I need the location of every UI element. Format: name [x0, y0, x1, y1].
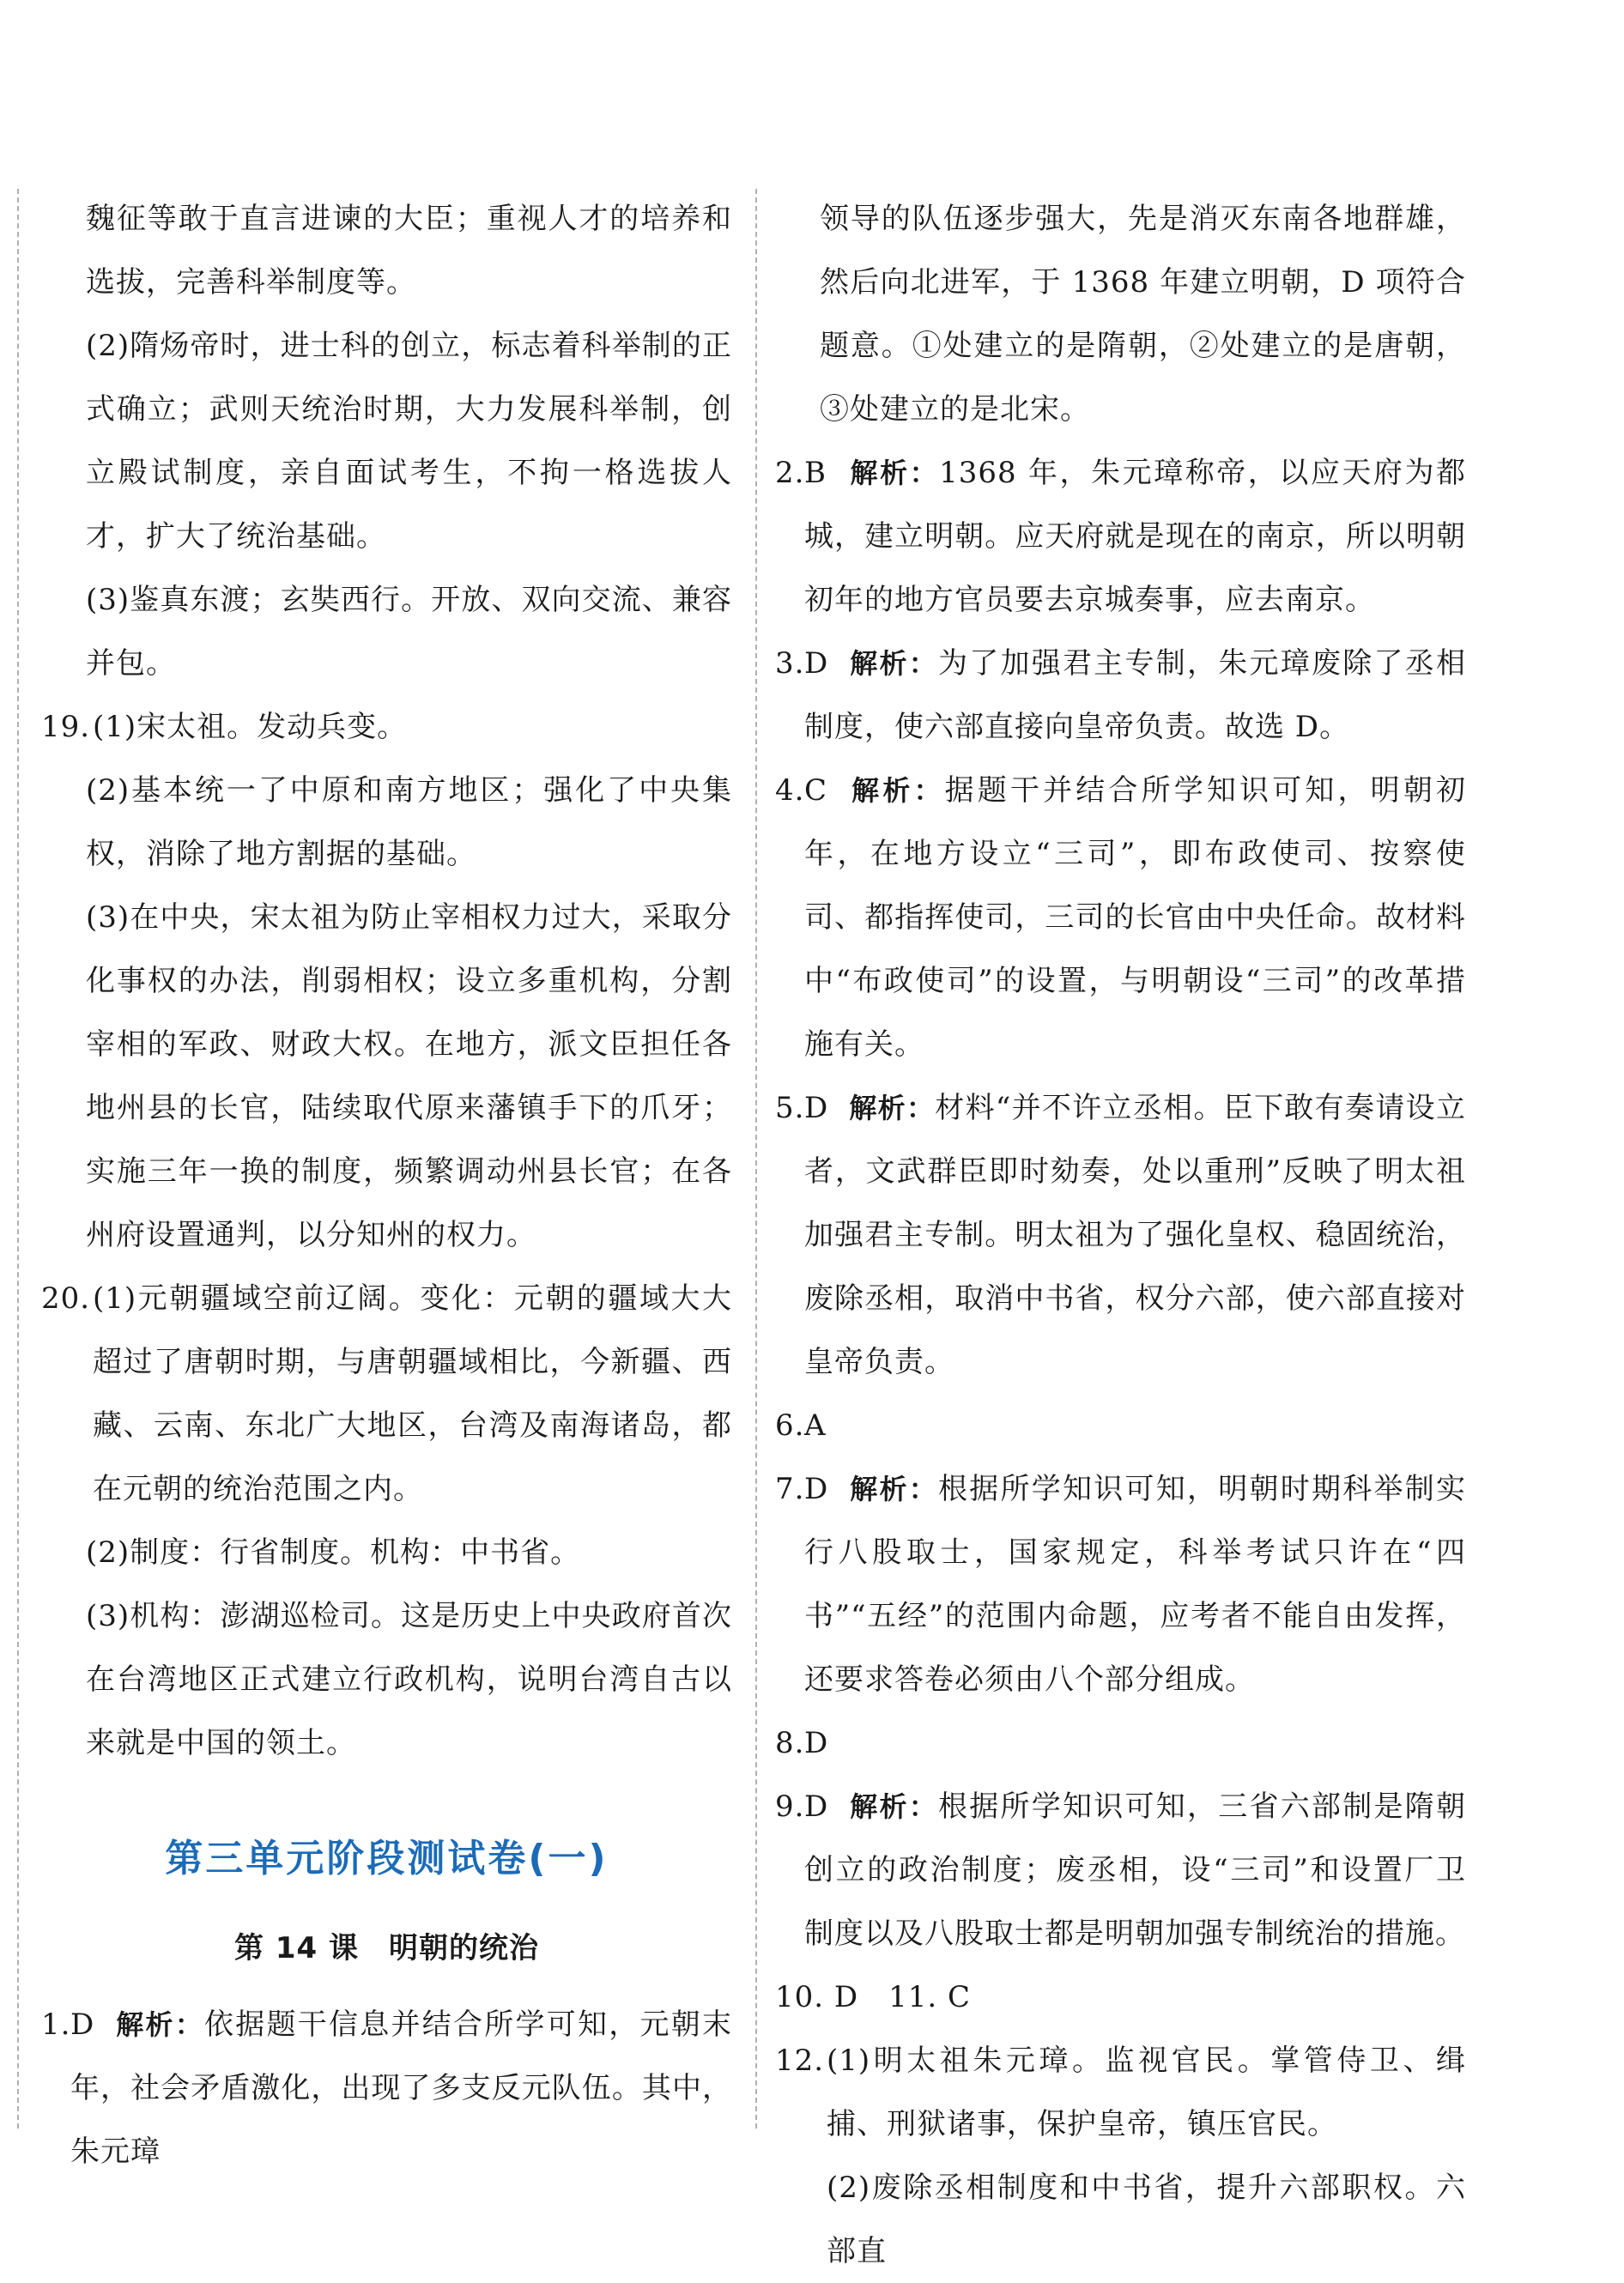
question-3 — [775, 632, 1466, 759]
question-6 — [775, 1394, 1466, 1457]
answer-letter: A — [804, 1408, 827, 1443]
question-number: 12. — [775, 2044, 825, 2078]
q1-continuation: 领导的队伍逐步强大，先是消灭东南各地群雄，然后向北进军，于 1368 年建立明朝，D 项符合题意。①处建立的是隋朝，②处建立的是唐朝，③处建立的是北宋。 — [820, 202, 1466, 427]
analysis-text: 为了加强君主专制，朱元璋废除了丞相制度，使六部直接向皇帝负责。故选 D。 — [804, 646, 1466, 744]
left-column — [41, 187, 732, 2183]
analysis-label: 解析： — [849, 774, 945, 807]
analysis-text: 材料“并不许立丞相。臣下敢有奏请设立者，文武群臣即时劾奏，处以重刑”反映了明太祖加强君主专制。明太祖为了强化皇权、稳固统治，废除丞相，取消中书省，权分六部，使六部直接对皇帝负责。 — [804, 1091, 1466, 1379]
answer-letter: D — [804, 1091, 829, 1125]
q19-part1: (1)宋太祖。发动兵变。 — [93, 710, 408, 744]
answer-letter: D — [804, 1726, 829, 1760]
q12-part1: (1)明太祖朱元璋。监视官民。掌管侍卫、缉捕、刑狱诸事，保护皇帝，镇压官民。 — [827, 2044, 1466, 2141]
question-4 — [775, 759, 1466, 1076]
question-1 — [41, 1993, 732, 2183]
question-8 — [775, 1711, 1466, 1775]
answer-letter: B — [804, 456, 827, 490]
question-number: 5. — [775, 1091, 805, 1125]
q20-part3: (3)机构：澎湖巡检司。这是历史上中央政府首次在台湾地区正式建立行政机构，说明台湾自古以来就是中国的领土。 — [86, 1599, 732, 1760]
q20-part1: (1)元朝疆域空前辽阔。变化：元朝的疆域大大超过了唐朝时期，与唐朝疆域相比，今新疆、西藏、云南、东北广大地区，台湾及南海诸岛，都在元朝的统治范围之内。 — [93, 1281, 732, 1506]
question-9 — [775, 1775, 1466, 1965]
question-19 — [41, 695, 732, 759]
analysis-label: 解析： — [849, 647, 938, 680]
questions-10-11-answers: 10. D 11. C — [775, 1980, 972, 2014]
q18-continuation: 魏征等敢于直言进谏的大臣；重视人才的培养和选拔，完善科举制度等。 — [86, 202, 732, 300]
answer-letter: D — [70, 2007, 95, 2042]
question-number: 1. — [41, 2007, 71, 2042]
analysis-label: 解析： — [115, 2008, 204, 2041]
analysis-text: 据题干并结合所学知识可知，明朝初年，在地方设立“三司”，即布政使司、按察使司、都指挥使司，三司的长官由中央任命。故材料中“布政使司”的设置，与明朝设“三司”的改革措施有关。 — [804, 773, 1466, 1062]
analysis-label: 解析： — [849, 457, 940, 489]
q19-part2: (2)基本统一了中原和南方地区；强化了中央集权，消除了地方割据的基础。 — [86, 773, 732, 871]
analysis-label: 解析： — [849, 1790, 938, 1823]
question-number: 9. — [775, 1789, 805, 1824]
analysis-text: 1368 年，朱元璋称帝，以应天府为都城，建立明朝。应天府就是现在的南京，所以明朝初年的地方官员要去京城奏事，应去南京。 — [804, 456, 1466, 617]
q19-part3: (3)在中央，宋太祖为防止宰相权力过大，采取分化事权的办法，削弱相权；设立多重机构，分割宰相的军政、财政大权。在地方，派文臣担任各地州县的长官，陆续取代原来藩镇手下的爪牙；实施三年一换的制度，频繁调动州县长官；在各州府设置通判，以分知州的权力。 — [86, 900, 732, 1252]
column-divider — [755, 189, 757, 2129]
left-margin-dash-line — [17, 189, 19, 2129]
q18-part2: (2)隋炀帝时，进士科的创立，标志着科举制的正式确立；武则天统治时期，大力发展科举制，创立殿试制度，亲自面试考生，不拘一格选拔人才，扩大了统治基础。 — [86, 329, 732, 554]
answer-letter: D — [804, 1472, 829, 1506]
q12-part2: (2)废除丞相制度和中书省，提升六部职权。六部直 — [827, 2171, 1466, 2268]
right-column — [775, 187, 1466, 2283]
question-number: 20. — [41, 1281, 91, 1316]
q20-part2: (2)制度：行省制度。机构：中书省。 — [86, 1535, 581, 1570]
answer-letter: D — [804, 1789, 829, 1824]
q18-part3: (3)鉴真东渡；玄奘西行。开放、双向交流、兼容并包。 — [86, 583, 732, 681]
question-number: 6. — [775, 1408, 805, 1443]
question-5 — [775, 1076, 1466, 1394]
unit-title: 第三单元阶段测试卷(一) — [165, 1837, 609, 1880]
question-2 — [775, 441, 1466, 632]
analysis-label: 解析： — [849, 1092, 936, 1124]
question-number: 3. — [775, 646, 805, 681]
question-number: 19. — [41, 710, 91, 744]
analysis-text: 根据所学知识可知，三省六部制是隋朝创立的政治制度；废丞相，设“三司”和设置厂卫制度以及八股取士都是明朝加强专制统治的措施。 — [804, 1789, 1466, 1951]
answer-letter: D — [804, 646, 829, 681]
question-number: 4. — [775, 773, 805, 808]
analysis-text: 依据题干信息并结合所学可知，元朝末年，社会矛盾激化，出现了多支反元队伍。其中，朱元璋 — [70, 2007, 732, 2169]
question-number: 2. — [775, 456, 805, 490]
question-number: 8. — [775, 1726, 805, 1760]
analysis-text: 根据所学知识可知，明朝时期科举制实行八股取士，国家规定，科举考试只许在“四书”“五经”的范围内命题，应考者不能自由发挥，还要求答卷必须由八个部分组成。 — [804, 1472, 1466, 1697]
analysis-label: 解析： — [849, 1473, 938, 1505]
question-20 — [41, 1267, 732, 1521]
answer-letter: C — [804, 773, 828, 808]
question-number: 7. — [775, 1472, 805, 1506]
lesson-title: 第 14 课 明朝的统治 — [234, 1931, 539, 1965]
question-7 — [775, 1457, 1466, 1711]
question-12 — [775, 2029, 1466, 2283]
